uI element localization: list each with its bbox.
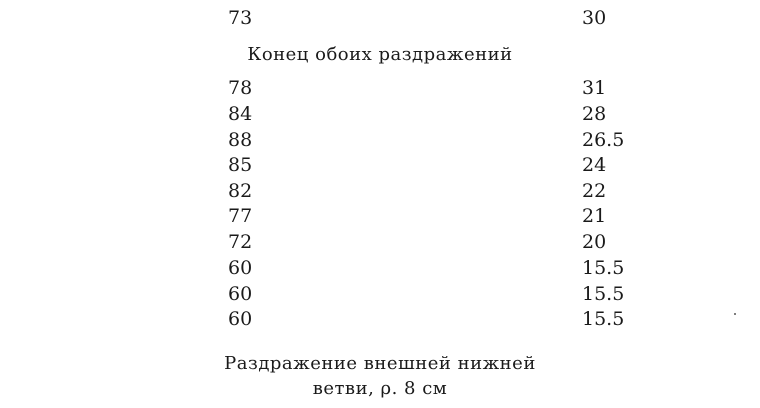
section-heading: Конец обоих раздражений xyxy=(247,44,513,65)
left-value: 85 xyxy=(228,154,253,176)
table-row xyxy=(0,104,760,130)
caption-line-1: Раздражение внешней нижней xyxy=(224,353,536,374)
right-value: 21 xyxy=(582,205,607,227)
table-row xyxy=(0,181,760,207)
table-row xyxy=(0,206,760,232)
left-value: 82 xyxy=(228,180,253,202)
left-value: 60 xyxy=(228,308,253,330)
left-value: 84 xyxy=(228,103,253,125)
left-value: 60 xyxy=(228,257,253,279)
caption-line-2: ветви, ρ. 8 см xyxy=(312,378,448,399)
table-row xyxy=(0,258,760,284)
right-value: 20 xyxy=(582,231,607,253)
table-row xyxy=(0,284,760,310)
right-value: 15.5 xyxy=(582,257,625,279)
left-value: 60 xyxy=(228,283,253,305)
table-row xyxy=(0,8,760,34)
table-row xyxy=(0,78,760,104)
left-value: 72 xyxy=(228,231,253,253)
right-value: 15.5 xyxy=(582,308,625,330)
right-value: 24 xyxy=(582,154,607,176)
right-value: 28 xyxy=(582,103,607,125)
table-row xyxy=(0,130,760,156)
table-row xyxy=(0,309,760,335)
table-row xyxy=(0,232,760,258)
print-speck xyxy=(734,313,736,315)
left-value: 77 xyxy=(228,205,253,227)
table-row xyxy=(0,155,760,181)
right-value: 31 xyxy=(582,77,607,99)
right-value: 22 xyxy=(582,180,607,202)
right-value: 26.5 xyxy=(582,129,625,151)
left-value: 78 xyxy=(228,77,253,99)
right-value: 15.5 xyxy=(582,283,625,305)
right-value: 30 xyxy=(582,7,607,29)
left-value: 88 xyxy=(228,129,253,151)
left-value: 73 xyxy=(228,7,253,29)
